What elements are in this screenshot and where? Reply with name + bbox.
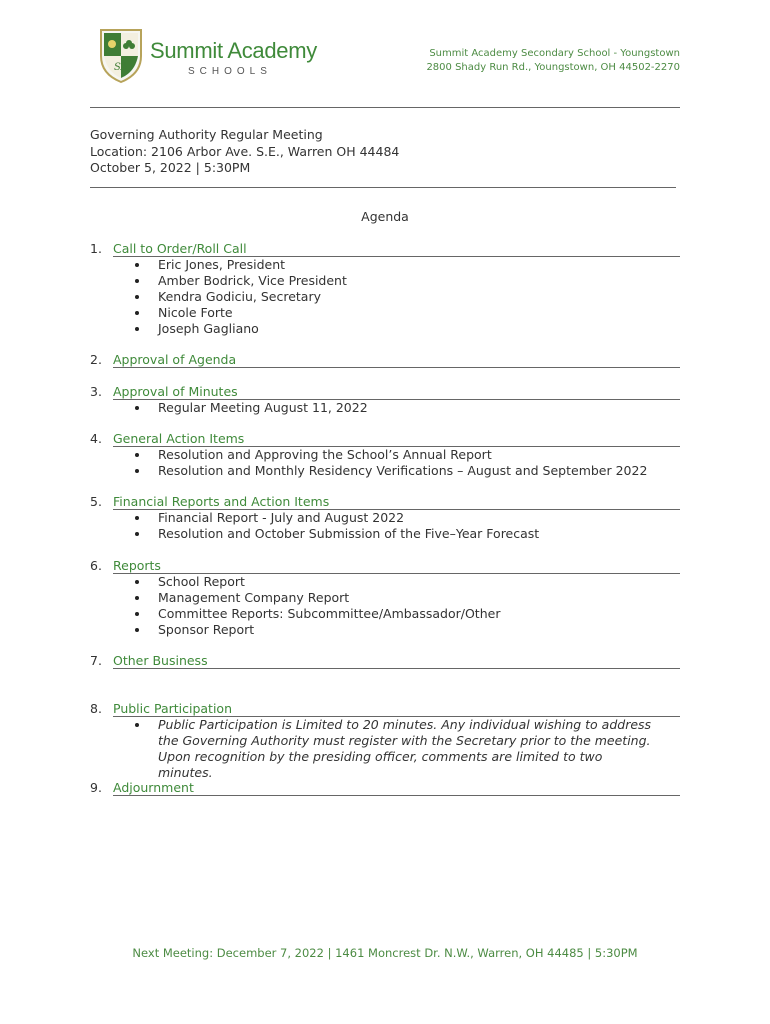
list-item: Resolution and Monthly Residency Verifications – August and September 2022 (90, 463, 680, 479)
bullet-icon (135, 596, 139, 600)
bullet-icon (135, 406, 139, 410)
bullet-icon (135, 327, 139, 331)
agenda-item-5 (90, 494, 680, 542)
school-name: Summit Academy Secondary School - Youngstown (429, 48, 680, 59)
item-bullets (90, 447, 680, 479)
item-title: Adjournment (113, 780, 680, 796)
list-item: Regular Meeting August 11, 2022 (90, 400, 680, 416)
item-title: Other Business (113, 653, 680, 669)
item-number: 4. (90, 431, 102, 446)
bullet-icon (135, 311, 139, 315)
item-bullets (90, 257, 680, 337)
bullet-icon (135, 580, 139, 584)
list-item: Sponsor Report (90, 622, 680, 638)
item-bullets (90, 717, 680, 781)
list-item: Amber Bodrick, Vice President (90, 273, 680, 289)
school-crest-icon (98, 26, 144, 84)
meeting-divider (90, 187, 676, 188)
brand-name: Summit Academy (150, 38, 317, 63)
bullet-icon (135, 453, 139, 457)
meeting-datetime: October 5, 2022 | 5:30PM (90, 160, 251, 175)
bullet-icon (135, 723, 139, 727)
item-number: 7. (90, 653, 102, 668)
next-meeting-footer: Next Meeting: December 7, 2022 | 1461 Moncrest Dr. N.W., Warren, OH 44485 | 5:30PM (132, 946, 638, 960)
agenda-item-3 (90, 384, 680, 416)
bullet-icon (135, 628, 139, 632)
item-title: Call to Order/Roll Call (113, 241, 680, 257)
agenda-item-8 (90, 701, 680, 781)
list-item: Public Participation is Limited to 20 minutes. Any individual wishing to address the Governing Authority must register with the Secretary prior to the meeting. Upon recognition by the presiding officer, comments are limited to two minutes. (90, 717, 680, 781)
bullet-icon (135, 279, 139, 283)
item-bullets (90, 574, 680, 638)
svg-text:SA: SA (113, 62, 129, 73)
bullet-icon (135, 516, 139, 520)
meeting-location: Location: 2106 Arbor Ave. S.E., Warren OH 44484 (90, 143, 400, 159)
agenda-item-6 (90, 558, 680, 638)
item-title: Approval of Agenda (113, 352, 680, 368)
list-item: Nicole Forte (90, 305, 680, 321)
brand-subtitle: SCHOOLS (188, 66, 272, 77)
item-title: General Action Items (113, 431, 680, 447)
list-item: Joseph Gagliano (90, 321, 680, 337)
item-title: Financial Reports and Action Items (113, 494, 680, 510)
item-number: 8. (90, 701, 102, 716)
list-item: Resolution and October Submission of the Five–Year Forecast (90, 526, 680, 542)
list-item: Committee Reports: Subcommittee/Ambassador/Other (90, 606, 680, 622)
agenda-item-4 (90, 431, 680, 479)
list-item: Resolution and Approving the School’s Annual Report (90, 447, 680, 463)
item-bullets (90, 510, 680, 542)
list-item: Eric Jones, President (90, 257, 680, 273)
bullet-icon (135, 469, 139, 473)
item-bullets (90, 400, 680, 416)
agenda-heading: Agenda (361, 209, 409, 224)
bullet-icon (135, 295, 139, 299)
header-divider (90, 107, 680, 108)
item-number: 6. (90, 558, 102, 573)
bullet-icon (135, 263, 139, 267)
meeting-info (90, 127, 399, 177)
list-item: Management Company Report (90, 590, 680, 606)
item-number: 2. (90, 352, 102, 367)
item-title: Approval of Minutes (113, 384, 680, 400)
school-street-address: 2800 Shady Run Rd., Youngstown, OH 44502-2270 (426, 62, 680, 73)
item-number: 1. (90, 241, 102, 256)
school-address-block (426, 47, 680, 75)
item-number: 9. (90, 780, 102, 795)
item-title: Reports (113, 558, 680, 574)
agenda-item-9 (90, 780, 680, 796)
list-item: Financial Report - July and August 2022 (90, 510, 680, 526)
list-item: Kendra Godiciu, Secretary (90, 289, 680, 305)
item-number: 3. (90, 384, 102, 399)
agenda-item-2 (90, 352, 680, 368)
bullet-icon (135, 532, 139, 536)
agenda-item-1 (90, 241, 680, 337)
list-item: School Report (90, 574, 680, 590)
agenda-item-7 (90, 653, 680, 669)
bullet-icon (135, 612, 139, 616)
item-title: Public Participation (113, 701, 680, 717)
item-number: 5. (90, 494, 102, 509)
meeting-title: Governing Authority Regular Meeting (90, 127, 323, 142)
